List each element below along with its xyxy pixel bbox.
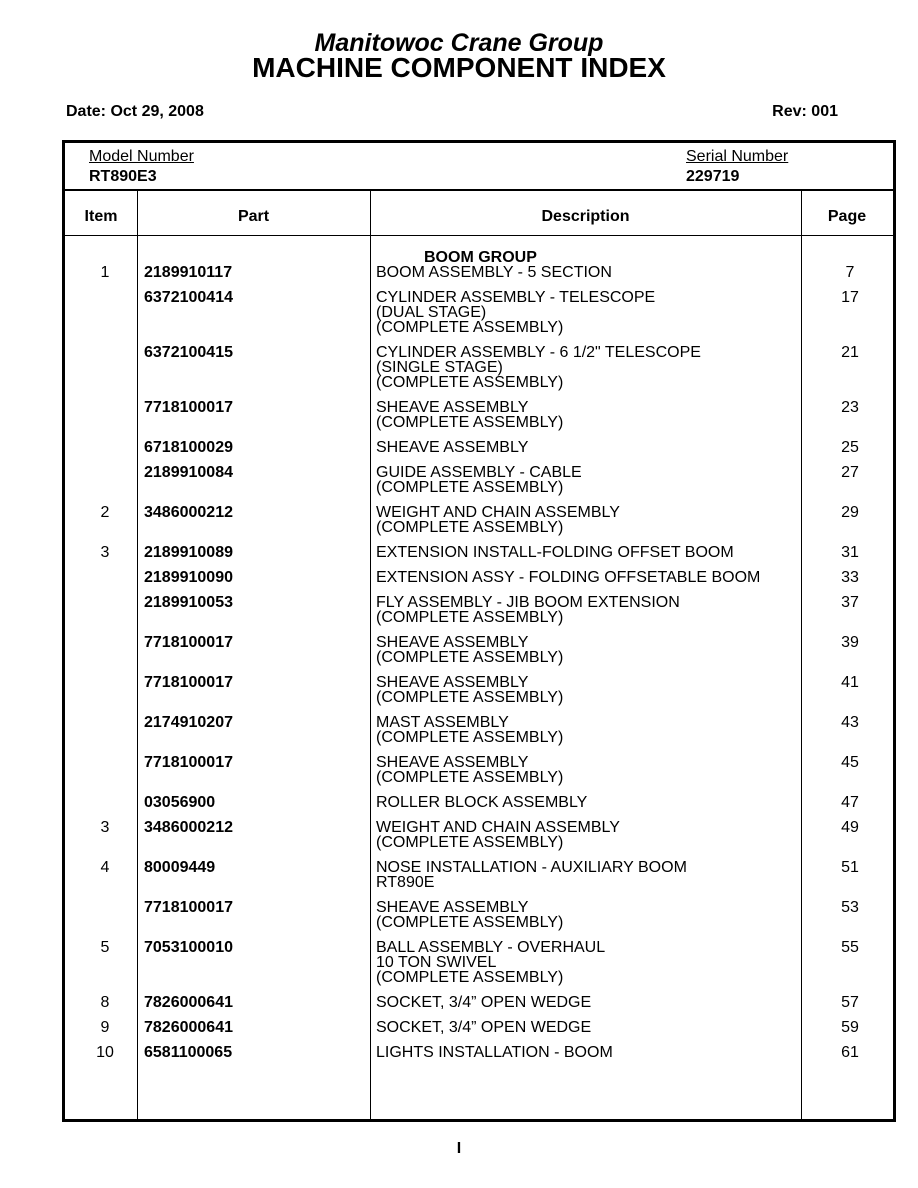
- description: [376, 755, 563, 785]
- description-line: WEIGHT AND CHAIN ASSEMBLY: [376, 819, 620, 836]
- description-line: (COMPLETE ASSEMBLY): [376, 729, 564, 746]
- model-number-value: RT890E3: [89, 168, 157, 185]
- description-line: WEIGHT AND CHAIN ASSEMBLY: [376, 504, 620, 521]
- item-number: 8: [100, 994, 110, 1011]
- description: [376, 820, 620, 850]
- part-number: 7718100017: [144, 399, 233, 416]
- part-number: 03056900: [144, 794, 216, 811]
- description: [376, 940, 605, 985]
- description-line: 10 TON SWIVEL: [376, 954, 497, 971]
- description-line: LIGHTS INSTALLATION - BOOM: [376, 1044, 613, 1061]
- description-line: SHEAVE ASSEMBLY: [376, 899, 529, 916]
- description-line: CYLINDER ASSEMBLY - TELESCOPE: [376, 289, 656, 306]
- description: [376, 900, 563, 930]
- description: [376, 505, 620, 535]
- description-line: SHEAVE ASSEMBLY: [376, 674, 529, 691]
- page-ref: 27: [841, 464, 859, 481]
- page-ref: 49: [841, 819, 859, 836]
- part-number: 2189910090: [144, 569, 233, 586]
- part-number: 7826000641: [144, 1019, 233, 1036]
- part-number: 6718100029: [144, 439, 233, 456]
- part-number: 2189910089: [144, 544, 233, 561]
- serial-number-label: Serial Number: [686, 148, 789, 165]
- description-line: (SINGLE STAGE): [376, 359, 503, 376]
- page-ref: 57: [841, 994, 859, 1011]
- column-rule: [137, 191, 138, 1119]
- page-ref: 25: [841, 439, 859, 456]
- description-line: EXTENSION ASSY - FOLDING OFFSETABLE BOOM: [376, 569, 761, 586]
- description-line: (COMPLETE ASSEMBLY): [376, 969, 564, 986]
- page-ref: 59: [841, 1019, 859, 1036]
- date-label: Date: Oct 29, 2008: [66, 103, 204, 120]
- column-header-part: Part: [237, 208, 270, 225]
- item-number: 5: [100, 939, 110, 956]
- part-number: 80009449: [144, 859, 216, 876]
- description: [376, 1045, 613, 1060]
- description-line: (COMPLETE ASSEMBLY): [376, 649, 564, 666]
- part-number: 7718100017: [144, 899, 233, 916]
- part-number: 7053100010: [144, 939, 233, 956]
- page-ref: 53: [841, 899, 859, 916]
- description-line: ROLLER BLOCK ASSEMBLY: [376, 794, 588, 811]
- description-line: FLY ASSEMBLY - JIB BOOM EXTENSION: [376, 594, 680, 611]
- part-number: 7826000641: [144, 994, 233, 1011]
- page-number: I: [456, 1140, 462, 1157]
- description: [376, 635, 563, 665]
- description: [376, 400, 563, 430]
- description: [376, 465, 582, 495]
- component-table: [62, 140, 896, 1122]
- page-ref: 7: [845, 264, 855, 281]
- description-line: SOCKET, 3/4” OPEN WEDGE: [376, 1019, 592, 1036]
- description: [376, 860, 687, 890]
- serial-number-value: 229719: [686, 168, 740, 185]
- page-ref: 43: [841, 714, 859, 731]
- description: [376, 795, 587, 810]
- item-number: 3: [100, 819, 110, 836]
- page-ref: 33: [841, 569, 859, 586]
- revision-label: Rev: 001: [772, 103, 838, 120]
- description-line: RT890E: [376, 874, 435, 891]
- item-number: 10: [96, 1044, 114, 1061]
- page-ref: 41: [841, 674, 859, 691]
- part-number: 7718100017: [144, 754, 233, 771]
- company-name: Manitowoc Crane Group: [314, 29, 604, 57]
- description-line: (COMPLETE ASSEMBLY): [376, 834, 564, 851]
- page-ref: 31: [841, 544, 859, 561]
- column-header-item: Item: [84, 208, 118, 225]
- description: [376, 440, 528, 455]
- group-heading: BOOM GROUP: [424, 249, 537, 266]
- description: [376, 715, 563, 745]
- part-number: 3486000212: [144, 819, 233, 836]
- description-line: (DUAL STAGE): [376, 304, 487, 321]
- item-number: 2: [100, 504, 110, 521]
- model-number-label: Model Number: [89, 148, 194, 165]
- description-line: (COMPLETE ASSEMBLY): [376, 374, 564, 391]
- description: [376, 290, 655, 335]
- page-ref: 17: [841, 289, 859, 306]
- description-line: (COMPLETE ASSEMBLY): [376, 769, 564, 786]
- page-ref: 37: [841, 594, 859, 611]
- divider-header: [65, 235, 893, 236]
- part-number: 2189910084: [144, 464, 233, 481]
- part-number: 7718100017: [144, 634, 233, 651]
- description-line: SHEAVE ASSEMBLY: [376, 439, 529, 456]
- part-number: 7718100017: [144, 674, 233, 691]
- description-line: (COMPLETE ASSEMBLY): [376, 609, 564, 626]
- description-line: NOSE INSTALLATION - AUXILIARY BOOM: [376, 859, 687, 876]
- part-number: 6581100065: [144, 1044, 233, 1061]
- description: [376, 595, 680, 625]
- description: [376, 675, 563, 705]
- description: [376, 545, 734, 560]
- page-ref: 55: [841, 939, 859, 956]
- description: [376, 265, 612, 280]
- description-line: SHEAVE ASSEMBLY: [376, 634, 529, 651]
- description-line: BOOM ASSEMBLY - 5 SECTION: [376, 264, 612, 281]
- description-line: SHEAVE ASSEMBLY: [376, 399, 529, 416]
- description-line: (COMPLETE ASSEMBLY): [376, 414, 564, 431]
- divider-model: [65, 189, 893, 191]
- description: [376, 345, 701, 390]
- page-ref: 23: [841, 399, 859, 416]
- description: [376, 570, 760, 585]
- column-header-description: Description: [541, 208, 630, 225]
- column-rule: [801, 191, 802, 1119]
- description-line: SHEAVE ASSEMBLY: [376, 754, 529, 771]
- page-ref: 21: [841, 344, 859, 361]
- page-ref: 29: [841, 504, 859, 521]
- description-line: (COMPLETE ASSEMBLY): [376, 319, 564, 336]
- description-line: (COMPLETE ASSEMBLY): [376, 689, 564, 706]
- part-number: 2189910053: [144, 594, 233, 611]
- description-line: GUIDE ASSEMBLY - CABLE: [376, 464, 582, 481]
- part-number: 6372100415: [144, 344, 233, 361]
- page-ref: 39: [841, 634, 859, 651]
- page-ref: 45: [841, 754, 859, 771]
- item-number: 3: [100, 544, 110, 561]
- description-line: (COMPLETE ASSEMBLY): [376, 519, 564, 536]
- item-number: 1: [100, 264, 110, 281]
- description: [376, 1020, 591, 1035]
- part-number: 2174910207: [144, 714, 233, 731]
- description-line: SOCKET, 3/4” OPEN WEDGE: [376, 994, 592, 1011]
- page-ref: 51: [841, 859, 859, 876]
- document-title: MACHINE COMPONENT INDEX: [252, 52, 666, 83]
- item-number: 4: [100, 859, 110, 876]
- item-number: 9: [100, 1019, 110, 1036]
- description-line: (COMPLETE ASSEMBLY): [376, 479, 564, 496]
- part-number: 2189910117: [144, 264, 233, 281]
- description-line: CYLINDER ASSEMBLY - 6 1/2" TELESCOPE: [376, 344, 701, 361]
- page-ref: 61: [841, 1044, 859, 1061]
- description: [376, 995, 591, 1010]
- description-line: BALL ASSEMBLY - OVERHAUL: [376, 939, 606, 956]
- description-line: EXTENSION INSTALL-FOLDING OFFSET BOOM: [376, 544, 734, 561]
- page-ref: 47: [841, 794, 859, 811]
- column-header-page: Page: [827, 208, 867, 225]
- description-line: MAST ASSEMBLY: [376, 714, 509, 731]
- part-number: 6372100414: [144, 289, 233, 306]
- column-rule: [370, 191, 371, 1119]
- description-line: (COMPLETE ASSEMBLY): [376, 914, 564, 931]
- part-number: 3486000212: [144, 504, 233, 521]
